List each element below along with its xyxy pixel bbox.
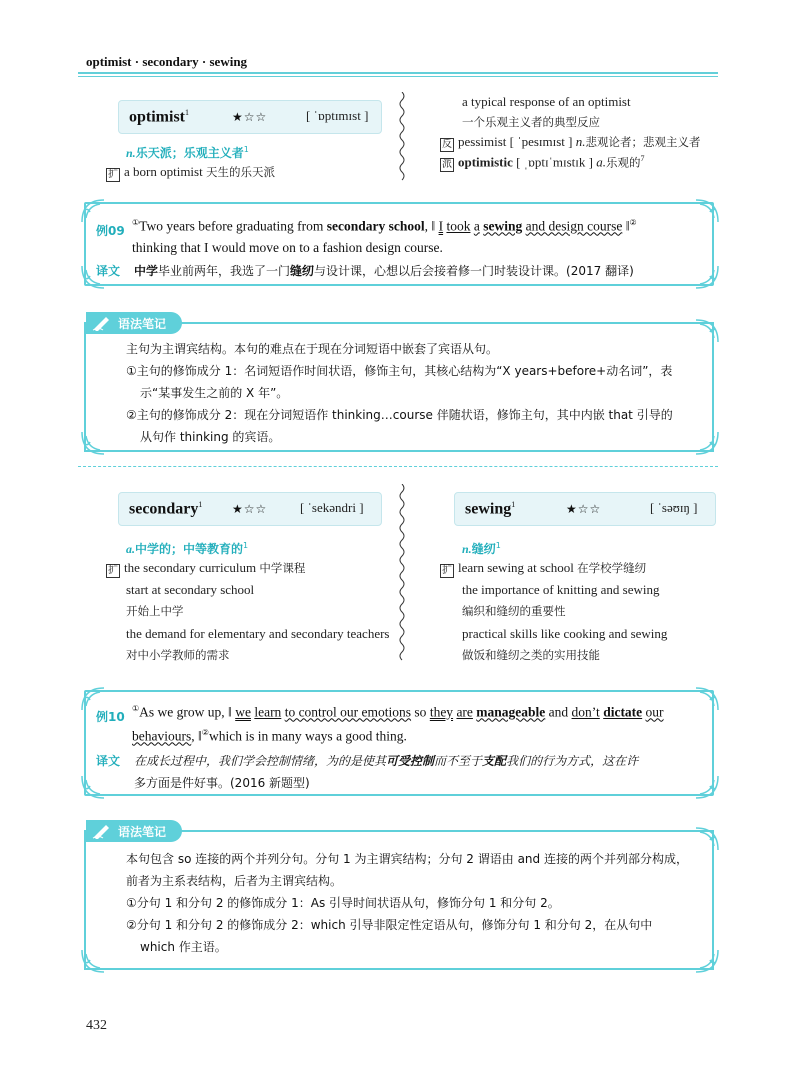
derivative-line: 派 optimistic [ ˌɒptɪˈmɪstɪk ] a.乐观的$^7$ <box>442 154 645 171</box>
note-line: 主句为主谓宾结构。本句的难点在于现在分词短语中嵌套了宾语从句。 <box>126 342 499 356</box>
extension-line: practical skills like cooking and sewing <box>462 626 668 641</box>
example-translation: 一个乐观主义者的典型反应 <box>462 115 600 129</box>
note-line: ①分句 1 和分句 2 的修饰成分 1：As 引导时间状语从句，修饰分句 1 和分句 2。 <box>126 896 560 910</box>
note-line: 示“某事发生之前的 X 年”。 <box>140 386 289 400</box>
note-line: 本句包含 so 连接的两个并列分句。分句 1 为主谓宾结构；分句 2 谓语由 and 连接的两个并列部分构成， <box>126 852 688 866</box>
example-sentence-line1: ①As we grow up, ‖ we learn to control our emotions so they are manageable and don’t dictate our <box>132 704 664 720</box>
extension-line: start at secondary school <box>126 582 255 597</box>
note-line: which 作主语。 <box>140 940 227 954</box>
note-line: ①主句的修饰成分 1：名词短语作时间状语，修饰主句，其核心结构为“X years+before+动名词”，表 <box>126 364 673 378</box>
example-sentence-line1: ①Two years before graduating from secondary school, ‖ I took a sewing and design course ‖② <box>132 218 637 234</box>
ornament-corner <box>694 686 720 712</box>
pen-icon <box>92 823 112 839</box>
note-line: 从句作 thinking 的宾语。 <box>140 430 281 444</box>
pen-icon <box>92 315 112 331</box>
grammar-note-title: 语法笔记 <box>118 824 167 839</box>
example-label: 例09 <box>96 224 125 238</box>
phonetic: [ ˈɒptɪmɪst ] <box>306 108 369 123</box>
grammar-note-badge <box>86 820 182 842</box>
page-number: 432 <box>86 1018 107 1033</box>
antonym-line: 反 pessimist [ ˈpesɪmɪst ] n.悲观论者；悲观主义者 <box>442 134 701 150</box>
part-of-speech: a.中学的；中等教育的$^1$ <box>126 541 249 556</box>
translation-label: 译文 <box>96 754 121 768</box>
extension-translation: 开始上中学 <box>126 604 184 618</box>
example-line: a typical response of an optimist <box>462 94 631 109</box>
note-line: 前者为主系表结构，后者为主谓宾结构。 <box>126 874 343 888</box>
translation-label: 译文 <box>96 264 121 278</box>
grammar-note-title: 语法笔记 <box>118 316 167 331</box>
phonetic: [ ˈsəʊɪŋ ] <box>650 500 698 515</box>
example-sentence-line2: behaviours, ‖②which is in many ways a good thing. <box>132 728 407 744</box>
note-line: ②分句 1 和分句 2 的修饰成分 2：which 引导非限定性定语从句，修饰分句 1 和分句 2，在从句中 <box>126 918 653 932</box>
ornament-corner <box>694 318 720 344</box>
ornament-corner <box>694 948 720 974</box>
translation-text: 在成长过程中，我们学会控制情绪，为的是使其可受控制而不至于支配我们的行为方式，这在许 <box>134 754 639 768</box>
ornament-corner <box>80 774 106 800</box>
ornament-corner <box>694 198 720 224</box>
ornament-corner <box>80 198 106 224</box>
example-label: 例10 <box>96 710 125 724</box>
ornament-corner <box>694 430 720 456</box>
extension-translation: 对中小学教师的需求 <box>126 648 230 662</box>
extension-line: the importance of knitting and sewing <box>462 582 660 597</box>
header-rule <box>78 72 718 74</box>
translation-text: 中学毕业前两年，我选了一门缝纫与设计课，心想以后会接着修一门时装设计课。(2017 翻译) <box>134 264 634 278</box>
frequency-stars: ★☆☆ <box>566 502 602 516</box>
headword: sewing$^1$ <box>465 499 516 518</box>
ornament-corner <box>80 948 106 974</box>
example-sentence-line2: thinking that I would move on to a fashion design course. <box>132 240 443 255</box>
extension-line: 扩 learn sewing at school 在学校学缝纫 <box>442 560 647 576</box>
grammar-note-badge <box>86 312 182 334</box>
frequency-stars: ★☆☆ <box>232 110 268 124</box>
section-divider <box>78 466 718 467</box>
headword: optimist$^1$ <box>129 107 189 126</box>
frequency-stars: ★☆☆ <box>232 502 268 516</box>
phonetic: [ ˈsekəndri ] <box>300 500 364 515</box>
ornament-corner <box>694 826 720 852</box>
extension-translation: 做饭和缝纫之类的实用技能 <box>462 648 600 662</box>
ornament-corner <box>694 774 720 800</box>
ornament-corner <box>80 430 106 456</box>
wavy-divider <box>397 92 407 182</box>
header-rule-thin <box>78 76 718 77</box>
ornament-corner <box>694 264 720 290</box>
part-of-speech: n.乐天派；乐观主义者$^1$ <box>126 145 249 160</box>
extension-line: 扩 the secondary curriculum 中学课程 <box>108 560 306 576</box>
wavy-divider <box>397 484 407 664</box>
headword: secondary$^1$ <box>129 499 203 518</box>
translation-text-line2: 多方面是件好事。(2016 新题型) <box>134 776 310 790</box>
extension-translation: 编织和缝纫的重要性 <box>462 604 566 618</box>
note-line: ②主句的修饰成分 2：现在分词短语作 thinking…course 伴随状语，修饰主句，其中内嵌 that 引导的 <box>126 408 673 422</box>
part-of-speech: n.缝纫$^1$ <box>462 541 501 556</box>
running-title: optimist · secondary · sewing <box>86 54 248 69</box>
extension-line: the demand for elementary and secondary teachers <box>126 626 390 641</box>
extension-line: 扩 a born optimist 天生的乐天派 <box>108 164 275 180</box>
